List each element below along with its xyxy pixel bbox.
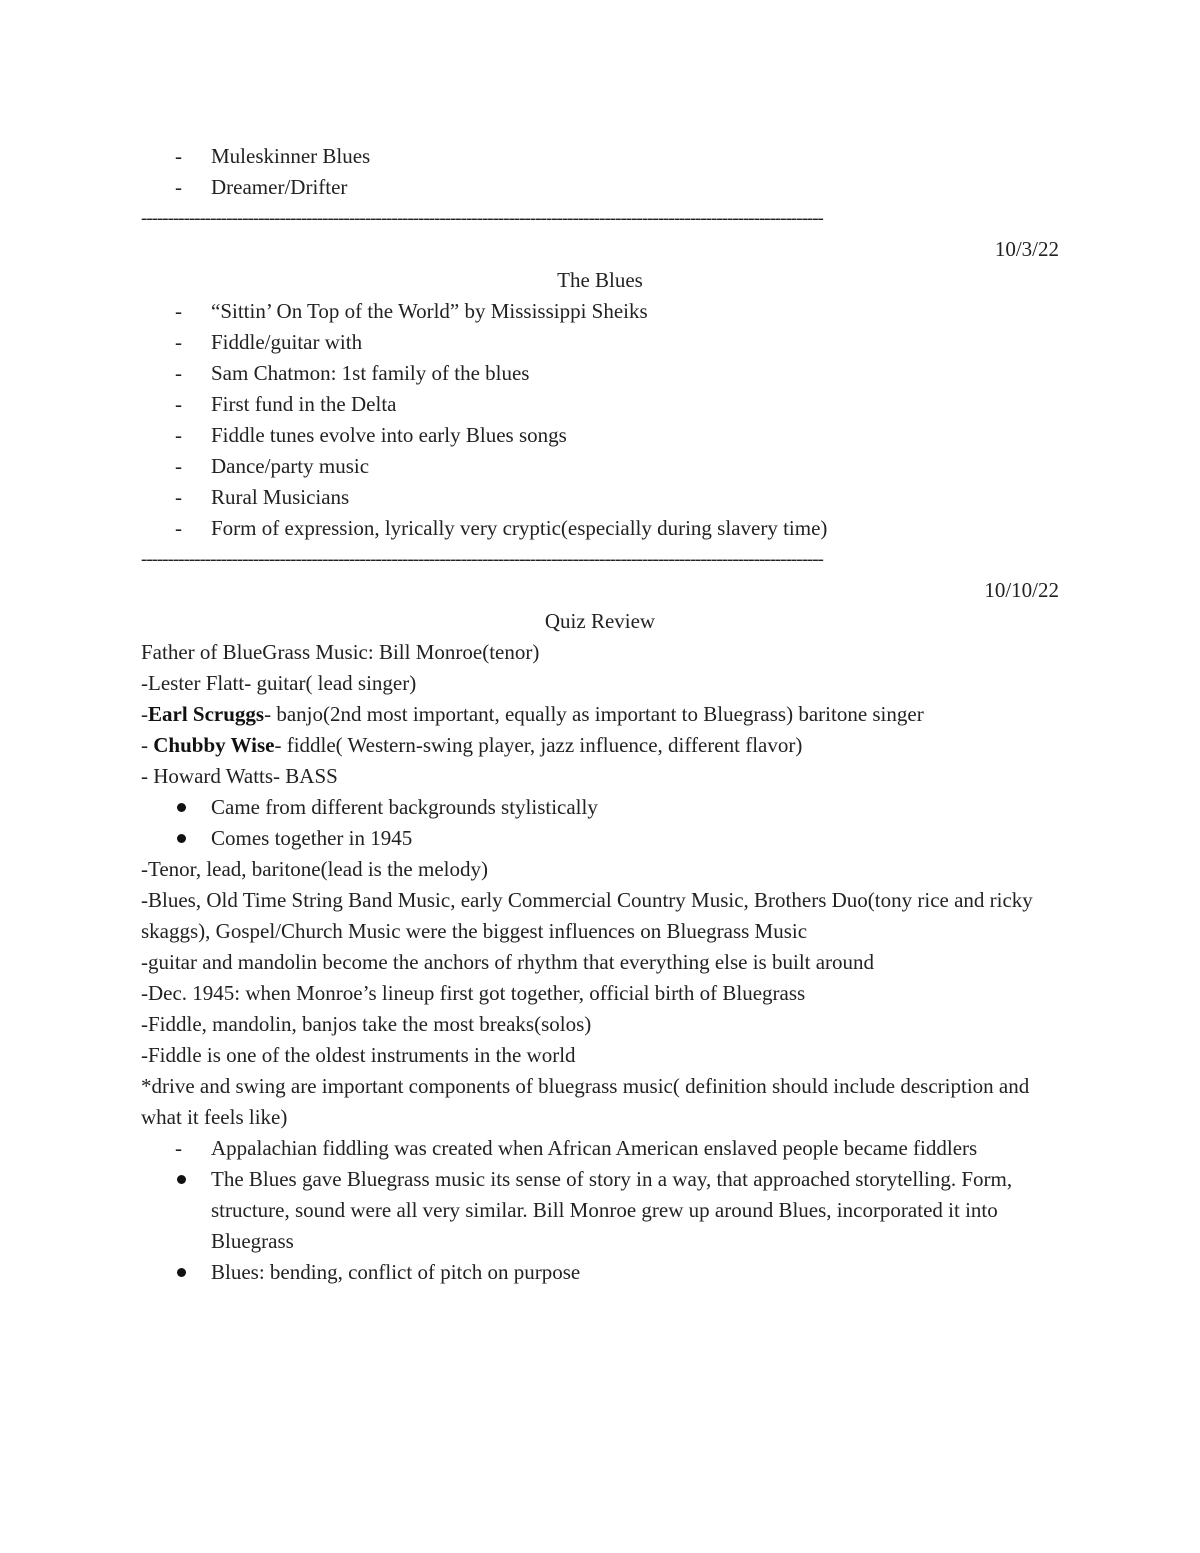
note-line: -Blues, Old Time String Band Music, early Commercial Country Music, Brothers Duo(tony rice and ricky skaggs), Gospel/Church Music were the biggest influences on Bluegrass Music [141, 888, 1033, 943]
bullet-item [141, 823, 1059, 854]
bullet-item-text: Came from different backgrounds stylistically [211, 795, 598, 819]
dash-marker: - [175, 1136, 182, 1160]
bullet-marker [175, 823, 195, 843]
list-item [141, 482, 1059, 513]
list-item [141, 296, 1059, 327]
note-text: - banjo(2nd most important, equally as important to Bluegrass) baritone singer [264, 702, 924, 726]
bullet-marker [175, 792, 195, 812]
section-title: Quiz Review [544, 609, 656, 633]
list-item [141, 451, 1059, 482]
section-date: 10/3/22 [994, 237, 1059, 261]
note-prefix: - [141, 702, 148, 726]
note-line: -Fiddle, mandolin, banjos take the most breaks(solos) [141, 1012, 592, 1036]
dash-marker: - [175, 454, 182, 478]
list-item-text: First fund in the Delta [211, 392, 397, 416]
list-item-text: Dance/party music [211, 454, 370, 478]
dash-marker: - [175, 175, 182, 199]
note-line: - Howard Watts- BASS [141, 764, 338, 788]
list-item-text: “Sittin’ On Top of the World” by Mississippi Sheiks [211, 299, 648, 323]
bullet-marker [175, 1164, 195, 1184]
dash-marker: - [175, 485, 182, 509]
bullet-marker [175, 1257, 195, 1277]
list-item-text: Sam Chatmon: 1st family of the blues [211, 361, 530, 385]
dash-marker: - [175, 516, 182, 540]
section-separator: -------------------------------------------------------------------------------------------------------------------------------- [141, 208, 823, 229]
note-prefix: - [141, 733, 154, 757]
list-item-text: Appalachian fiddling was created when African American enslaved people became fiddlers [211, 1136, 978, 1160]
list-item [141, 327, 1059, 358]
note-line: Father of BlueGrass Music: Bill Monroe(tenor) [141, 640, 540, 664]
bold-name: Earl Scruggs [148, 702, 265, 726]
dash-marker: - [175, 423, 182, 447]
dash-marker: - [175, 392, 182, 416]
bullet-item-text: The Blues gave Bluegrass music its sense of story in a way, that approached storytelling. Form, structure, sound were all very similar. Bill Monroe grew up around Blues, incorporated it into Bluegrass [211, 1167, 1013, 1253]
list-item [141, 1133, 1059, 1164]
dash-marker: - [175, 299, 182, 323]
bullet-item-text: Blues: bending, conflict of pitch on purpose [211, 1260, 581, 1284]
note-line: -guitar and mandolin become the anchors of rhythm that everything else is built around [141, 950, 875, 974]
bullet-item [141, 1164, 1059, 1257]
section-title: The Blues [557, 268, 643, 292]
dash-marker: - [175, 144, 182, 168]
list-item [141, 172, 1059, 203]
bullet-item [141, 792, 1059, 823]
list-item-text: Muleskinner Blues [211, 144, 371, 168]
list-item [141, 389, 1059, 420]
document-page [141, 141, 1059, 1288]
list-item-text: Fiddle/guitar with [211, 330, 363, 354]
bold-name: Chubby Wise [153, 733, 275, 757]
list-item-text: Rural Musicians [211, 485, 350, 509]
list-item [141, 420, 1059, 451]
bullet-item [141, 1257, 1059, 1288]
dash-marker: - [175, 361, 182, 385]
list-item-text: Dreamer/Drifter [211, 175, 348, 199]
section-separator: -------------------------------------------------------------------------------------------------------------------------------- [141, 549, 823, 570]
note-line: -Lester Flatt- guitar( lead singer) [141, 671, 417, 695]
note-line: -Dec. 1945: when Monroe’s lineup first got together, official birth of Bluegrass [141, 981, 806, 1005]
note-line: -Tenor, lead, baritone(lead is the melody) [141, 857, 488, 881]
list-item-text: Form of expression, lyrically very cryptic(especially during slavery time) [211, 516, 828, 540]
section-date: 10/10/22 [984, 578, 1059, 602]
note-text: - fiddle( Western-swing player, jazz influence, different flavor) [274, 733, 803, 757]
note-line: -Fiddle is one of the oldest instruments in the world [141, 1043, 576, 1067]
note-line-earl [141, 699, 1059, 730]
list-item [141, 358, 1059, 389]
list-item-text: Fiddle tunes evolve into early Blues songs [211, 423, 567, 447]
bullet-item-text: Comes together in 1945 [211, 826, 413, 850]
dash-marker: - [175, 330, 182, 354]
note-line-chubby [141, 730, 1059, 761]
list-item [141, 141, 1059, 172]
note-line: *drive and swing are important components of bluegrass music( definition should include description and what it feels like) [141, 1074, 1030, 1129]
list-item [141, 513, 1059, 544]
